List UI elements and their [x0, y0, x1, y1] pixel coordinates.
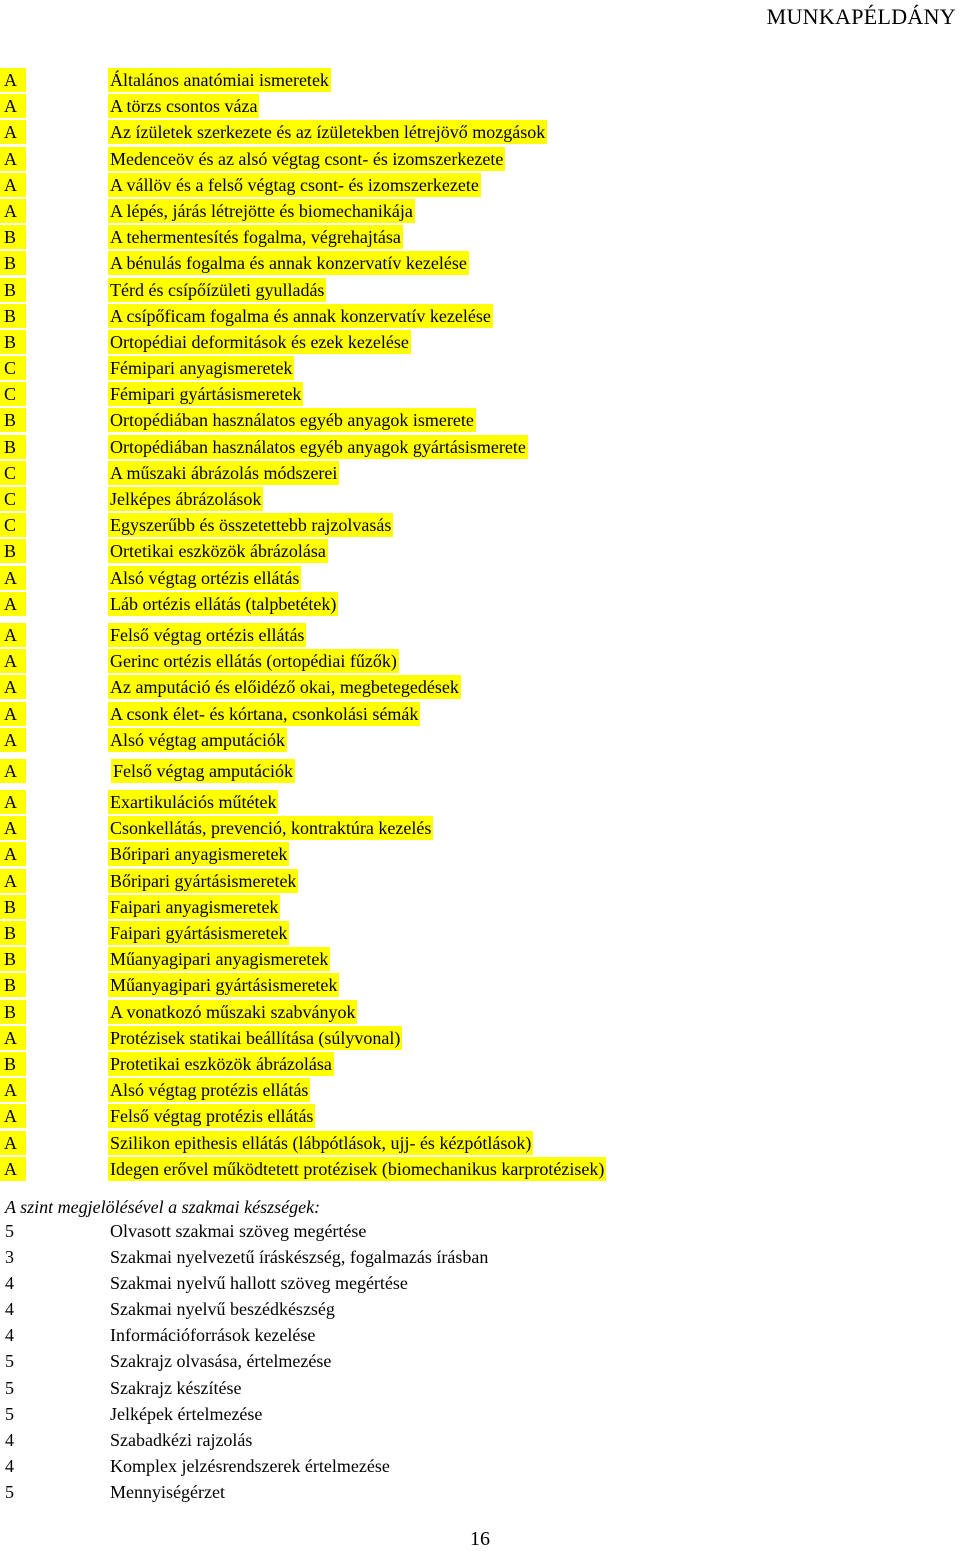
- topic-row: [0, 435, 960, 461]
- topic-level: B: [0, 304, 26, 328]
- skill-text: Szakmai nyelvezetű íráskészség, fogalmazás írásban: [110, 1247, 489, 1268]
- skill-row: [0, 1349, 960, 1375]
- topic-row: [0, 895, 960, 921]
- topic-row: [0, 1000, 960, 1026]
- skill-row: [0, 1376, 960, 1402]
- skill-level: 4: [5, 1455, 14, 1476]
- topic-level: A: [0, 623, 26, 647]
- topic-level: B: [0, 921, 26, 945]
- topic-row: [0, 408, 960, 434]
- skill-text: Szabadkézi rajzolás: [110, 1429, 253, 1450]
- skill-level: 4: [5, 1325, 14, 1346]
- topic-level: B: [0, 225, 26, 249]
- topic-level: A: [0, 566, 26, 590]
- topic-text: Ortopédiai deformitások és ezek kezelése: [110, 331, 409, 352]
- topic-level: B: [0, 539, 26, 563]
- topic-text: Fémipari gyártásismeretek: [110, 384, 302, 405]
- topic-level: A: [0, 1104, 26, 1128]
- topic-level: B: [0, 435, 26, 459]
- topic-text: Protézisek statikai beállítása (súlyvonal): [110, 1027, 401, 1048]
- skill-level: 3: [5, 1247, 14, 1268]
- topic-level: B: [0, 251, 26, 275]
- topic-text: Szilikon epithesis ellátás (lábpótlások, ujj- és kézpótlások): [110, 1132, 532, 1153]
- topic-level: A: [0, 1078, 26, 1102]
- skills-list: [0, 1219, 960, 1506]
- topic-text: Ortopédiában használatos egyéb anyagok ismerete: [110, 410, 474, 431]
- topic-row: [0, 649, 960, 675]
- topic-level: A: [0, 816, 26, 840]
- skill-text: Mennyiségérzet: [110, 1481, 225, 1502]
- topic-level: B: [0, 947, 26, 971]
- topic-row: [0, 1078, 960, 1104]
- topic-row: [0, 330, 960, 356]
- topic-text: Gerinc ortézis ellátás (ortopédiai fűzők): [110, 651, 397, 672]
- skill-text: Információforrások kezelése: [110, 1325, 316, 1346]
- topic-level: A: [0, 147, 26, 171]
- topic-row: [0, 199, 960, 225]
- topic-row: [0, 759, 960, 785]
- topic-level: C: [0, 513, 26, 537]
- topic-row: [0, 251, 960, 277]
- skill-row: [0, 1271, 960, 1297]
- topic-row: [0, 94, 960, 120]
- topic-row: [0, 623, 960, 649]
- topic-text: Általános anatómiai ismeretek: [110, 70, 329, 90]
- topic-row: [0, 702, 960, 728]
- topic-row: [0, 513, 960, 539]
- skill-row: [0, 1219, 960, 1245]
- topic-level: A: [0, 199, 26, 223]
- skill-text: Jelképek értelmezése: [110, 1403, 263, 1424]
- skills-title: A szint megjelölésével a szakmai készségek:: [5, 1197, 321, 1217]
- skill-row: [0, 1454, 960, 1480]
- topic-row: [0, 566, 960, 592]
- topic-row: [0, 1052, 960, 1078]
- topic-row: [0, 147, 960, 173]
- topic-text: Protetikai eszközök ábrázolása: [110, 1053, 332, 1074]
- topic-row: [0, 173, 960, 199]
- skill-text: Szakmai nyelvű hallott szöveg megértése: [110, 1273, 408, 1294]
- topic-level: B: [0, 895, 26, 919]
- topic-text: Jelképes ábrázolások: [110, 489, 262, 509]
- topic-text: Felső végtag ortézis ellátás: [110, 624, 305, 645]
- topic-level: A: [0, 1131, 26, 1155]
- topic-level: A: [0, 120, 26, 144]
- topic-level: A: [0, 702, 26, 726]
- topic-row: [0, 1026, 960, 1052]
- topic-text: Exartikulációs műtétek: [110, 792, 277, 813]
- topic-level: B: [0, 278, 26, 302]
- skill-level: 5: [5, 1403, 14, 1424]
- topic-row: [0, 842, 960, 868]
- topic-row: [0, 304, 960, 330]
- topic-text: Csonkellátás, prevenció, kontraktúra kezelés: [110, 818, 432, 839]
- topic-level: B: [0, 408, 26, 432]
- topic-row: [0, 1157, 960, 1183]
- topic-text: Alsó végtag protézis ellátás: [110, 1080, 309, 1101]
- topic-text: Az ízületek szerkezete és az ízületekben létrejövő mozgások: [110, 122, 546, 143]
- skill-row: [0, 1428, 960, 1454]
- topic-row: [0, 68, 960, 94]
- topic-text: Faipari anyagismeretek: [110, 896, 279, 917]
- skill-row: [0, 1245, 960, 1271]
- topic-level: A: [0, 173, 26, 197]
- topic-level: A: [0, 68, 26, 92]
- skill-row: [0, 1402, 960, 1428]
- topic-row: [0, 921, 960, 947]
- skill-text: Szakmai nyelvű beszédkészség: [110, 1299, 335, 1320]
- topic-text: Egyszerűbb és összetettebb rajzolvasás: [110, 515, 392, 536]
- topic-text: Bőripari gyártásismeretek: [110, 870, 297, 891]
- topic-text: Bőripari anyagismeretek: [110, 844, 288, 865]
- topic-level: C: [0, 356, 26, 380]
- topic-level: A: [0, 649, 26, 673]
- topic-row: [0, 790, 960, 816]
- topic-text: Az amputáció és előidéző okai, megbetegedések: [110, 677, 459, 698]
- topic-text: Alsó végtag ortézis ellátás: [110, 567, 300, 588]
- topic-row: [0, 728, 960, 754]
- topic-row: [0, 869, 960, 895]
- skill-level: 4: [5, 1299, 14, 1320]
- skill-level: 5: [5, 1221, 14, 1241]
- topic-level: A: [0, 842, 26, 866]
- topic-row: [0, 278, 960, 304]
- topic-level: B: [0, 1000, 26, 1024]
- skill-level: 4: [5, 1273, 14, 1294]
- watermark-header: MUNKAPÉLDÁNY: [766, 4, 956, 29]
- topic-level: A: [0, 728, 26, 752]
- topic-level: B: [0, 330, 26, 354]
- topic-text: A csonk élet- és kórtana, csonkolási sémák: [110, 703, 419, 724]
- topic-text: A vonatkozó műszaki szabványok: [110, 1001, 356, 1022]
- topic-level: A: [0, 790, 26, 814]
- topic-row: [0, 592, 960, 618]
- topic-level: A: [0, 592, 26, 616]
- topic-level: C: [0, 382, 26, 406]
- topic-text: Felső végtag amputációk: [113, 760, 293, 781]
- topic-row: [0, 382, 960, 408]
- topic-row: [0, 539, 960, 565]
- topic-list: [0, 68, 960, 1183]
- topic-row: [0, 973, 960, 999]
- skill-level: 5: [5, 1481, 14, 1502]
- topic-level: C: [0, 461, 26, 485]
- topic-text: A vállöv és a felső végtag csont- és izomszerkezete: [110, 174, 479, 195]
- topic-level: B: [0, 973, 26, 997]
- topic-text: A törzs csontos váza: [110, 96, 258, 117]
- topic-text: A műszaki ábrázolás módszerei: [110, 462, 338, 483]
- topic-row: [0, 675, 960, 701]
- topic-text: Medenceöv és az alsó végtag csont- és izomszerkezete: [110, 148, 504, 169]
- topic-text: A csípőficam fogalma és annak konzervatív kezelése: [110, 305, 491, 326]
- skill-row: [0, 1297, 960, 1323]
- topic-text: A lépés, járás létrejötte és biomechanikája: [110, 200, 413, 221]
- skill-row: [0, 1323, 960, 1349]
- topic-row: [0, 356, 960, 382]
- topic-level: A: [0, 1026, 26, 1050]
- topic-level: A: [0, 759, 26, 783]
- topic-level: C: [0, 487, 26, 511]
- topic-row: [0, 120, 960, 146]
- topic-text: Felső végtag protézis ellátás: [110, 1106, 314, 1127]
- topic-level: A: [0, 869, 26, 893]
- topic-text: Alsó végtag amputációk: [110, 729, 285, 750]
- topic-text: Fémipari anyagismeretek: [110, 358, 293, 379]
- page-number: 16: [470, 1528, 490, 1550]
- skill-text: Szakrajz készítése: [110, 1377, 242, 1398]
- topic-level: B: [0, 1052, 26, 1076]
- skill-level: 5: [5, 1351, 14, 1372]
- topic-text: Műanyagipari gyártásismeretek: [110, 975, 338, 996]
- topic-text: A tehermentesítés fogalma, végrehajtása: [110, 227, 401, 248]
- topic-row: [0, 461, 960, 487]
- topic-level: A: [0, 94, 26, 118]
- topic-text: Műanyagipari anyagismeretek: [110, 949, 329, 970]
- topic-level: A: [0, 1157, 26, 1181]
- topic-text: Ortetikai eszközök ábrázolása: [110, 541, 326, 562]
- topic-row: [0, 947, 960, 973]
- topic-level: A: [0, 675, 26, 699]
- skill-level: 5: [5, 1377, 14, 1398]
- topic-row: [0, 816, 960, 842]
- topic-text: Láb ortézis ellátás (talpbetétek): [110, 593, 337, 614]
- skill-text: Szakrajz olvasása, értelmezése: [110, 1351, 332, 1372]
- skill-level: 4: [5, 1429, 14, 1450]
- topic-text: Ortopédiában használatos egyéb anyagok gyártásismerete: [110, 436, 526, 457]
- topic-text: Idegen erővel működtetett protézisek (biomechanikus karprotézisek): [110, 1158, 605, 1179]
- topic-row: [0, 487, 960, 513]
- topic-row: [0, 1104, 960, 1130]
- skill-text: Komplex jelzésrendszerek értelmezése: [110, 1455, 390, 1476]
- topic-row: [0, 225, 960, 251]
- topic-text: Faipari gyártásismeretek: [110, 923, 288, 943]
- skill-text: Olvasott szakmai szöveg megértése: [110, 1221, 367, 1241]
- topic-text: A bénulás fogalma és annak konzervatív kezelése: [110, 253, 467, 274]
- topic-text: Térd és csípőízületi gyulladás: [110, 279, 325, 300]
- skill-row: [0, 1480, 960, 1506]
- topic-row: [0, 1131, 960, 1157]
